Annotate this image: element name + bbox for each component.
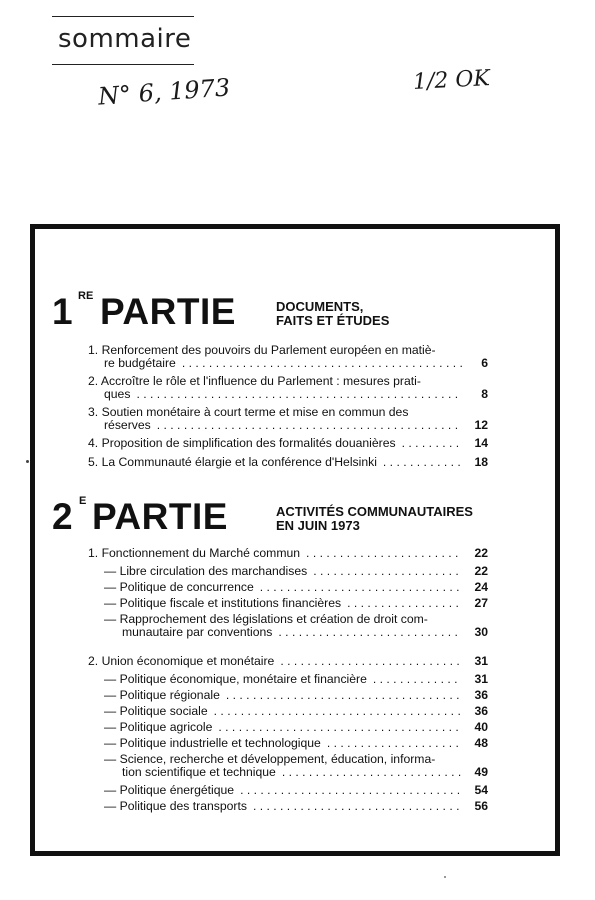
subentry-title: — Politique de concurrence xyxy=(104,580,254,594)
handwritten-note: 1/2 OK xyxy=(412,66,491,95)
entry-number: 4. xyxy=(88,436,99,450)
dot-leader xyxy=(307,565,462,578)
entry-title-cont: re budgétaire xyxy=(104,356,176,370)
section-number: 2. xyxy=(88,654,99,668)
dot-leader xyxy=(300,547,462,560)
entry-page: 8 xyxy=(481,387,488,401)
entry-title: Renforcement des pouvoirs du Parlement européen en matiè- xyxy=(101,343,436,357)
toc-subentry[interactable] xyxy=(104,721,488,734)
subentry-page: 27 xyxy=(474,596,488,610)
dot-leader xyxy=(208,705,462,718)
subentry-title: — Politique industrielle et technologique xyxy=(104,736,321,750)
subentry-page: 36 xyxy=(474,704,488,718)
subentry-title: — Politique sociale xyxy=(104,704,208,718)
entry-title-cont: réserves xyxy=(104,418,151,432)
toc-subentry[interactable] xyxy=(104,689,488,702)
entry-title: Proposition de simplification des formalités douanières xyxy=(101,436,396,450)
toc-subentry[interactable] xyxy=(104,784,488,797)
toc-entry[interactable] xyxy=(88,406,488,432)
toc-subentry[interactable] xyxy=(104,737,488,750)
part2-subtitle-line2: EN JUIN 1973 xyxy=(276,518,360,533)
entry-title: Soutien monétaire à court terme et mise en commun des xyxy=(101,405,409,419)
toc-section[interactable] xyxy=(88,655,488,668)
subentry-page: 40 xyxy=(474,720,488,734)
subentry-page: 48 xyxy=(474,736,488,750)
dot-leader xyxy=(272,626,462,639)
section-title: Union économique et monétaire xyxy=(101,654,275,668)
entry-page: 6 xyxy=(481,356,488,370)
subentry-title: — Politique des transports xyxy=(104,799,247,813)
header-rule-bottom xyxy=(52,64,194,65)
header-rule-top xyxy=(52,16,194,17)
entry-title: La Communauté élargie et la conférence d'Helsinki xyxy=(101,455,377,469)
entry-title: Accroître le rôle et l'influence du Parlement : mesures prati- xyxy=(100,374,421,388)
subentry-title: — Libre circulation des marchandises xyxy=(104,564,308,578)
toc-subentry[interactable] xyxy=(104,705,488,718)
entry-number: 2. xyxy=(88,374,99,388)
subentry-title-cont: munautaire par conventions xyxy=(122,625,273,639)
section-page: 22 xyxy=(474,546,488,560)
entry-page: 14 xyxy=(474,436,488,450)
subentry-title: — Politique agricole xyxy=(104,720,213,734)
toc-subentry[interactable] xyxy=(104,800,488,813)
subentry-page: 36 xyxy=(474,688,488,702)
dot-leader xyxy=(151,419,462,432)
entry-number: 1. xyxy=(88,343,99,357)
subentry-page: 30 xyxy=(474,625,488,639)
dot-leader xyxy=(321,737,462,750)
part1-subtitle xyxy=(276,300,389,328)
toc-subentry[interactable] xyxy=(104,565,488,578)
subentry-page: 24 xyxy=(474,580,488,594)
section-page: 31 xyxy=(474,654,488,668)
section-title: Fonctionnement du Marché commun xyxy=(101,546,301,560)
dot-leader xyxy=(234,784,462,797)
part2-heading xyxy=(52,493,532,535)
part2-number: 2 xyxy=(52,496,73,537)
subentry-title-cont: tion scientifique et technique xyxy=(122,765,276,779)
part1-word: PARTIE xyxy=(100,291,236,332)
entry-page: 18 xyxy=(474,455,488,469)
entry-number: 5. xyxy=(88,455,99,469)
toc-subentry[interactable] xyxy=(104,673,488,686)
part1-suffix: RE xyxy=(78,290,94,302)
subentry-title: — Politique économique, monétaire et financière xyxy=(104,672,367,686)
dot-leader xyxy=(396,437,462,450)
subentry-page: 31 xyxy=(474,672,488,686)
subentry-title: — Rapprochement des législations et création de droit com- xyxy=(104,612,428,626)
toc-subentry[interactable] xyxy=(104,581,488,594)
part2-suffix: E xyxy=(79,495,87,507)
dot-leader xyxy=(274,655,462,668)
subentry-title: — Politique régionale xyxy=(104,688,220,702)
toc-entry[interactable] xyxy=(88,344,488,370)
section-number: 1. xyxy=(88,546,99,560)
handwritten-issue-number: N° 6, 1973 xyxy=(97,73,232,111)
part1-heading xyxy=(52,288,532,330)
dot-leader xyxy=(341,597,462,610)
entry-number: 3. xyxy=(88,405,99,419)
dot-leader xyxy=(367,673,462,686)
subentry-page: 49 xyxy=(474,765,488,779)
part2-subtitle-line1: ACTIVITÉS COMMUNAUTAIRES xyxy=(276,504,473,519)
dot-leader xyxy=(276,766,462,779)
toc-section[interactable] xyxy=(88,547,488,560)
toc-subentry[interactable] xyxy=(104,613,488,639)
subentry-title: — Science, recherche et développement, éducation, informa- xyxy=(104,752,436,766)
dot-leader xyxy=(130,388,462,401)
subentry-page: 56 xyxy=(474,799,488,813)
part2-word: PARTIE xyxy=(92,496,228,537)
toc-entry[interactable] xyxy=(88,456,488,469)
dot-leader xyxy=(212,721,462,734)
subentry-page: 22 xyxy=(474,564,488,578)
dot-leader xyxy=(220,689,462,702)
dot-leader xyxy=(254,581,462,594)
dot-leader xyxy=(247,800,462,813)
dot-leader xyxy=(377,456,462,469)
dot-leader xyxy=(176,357,462,370)
subentry-title: — Politique fiscale et institutions financières xyxy=(104,596,342,610)
toc-entry[interactable] xyxy=(88,437,488,450)
page-title: sommaire xyxy=(58,24,192,54)
entry-page: 12 xyxy=(474,418,488,432)
part1-number: 1 xyxy=(52,291,73,332)
part1-subtitle-line1: DOCUMENTS, xyxy=(276,299,364,314)
entry-title-cont: ques xyxy=(104,387,131,401)
toc-subentry[interactable] xyxy=(104,597,488,610)
subentry-page: 54 xyxy=(474,783,488,797)
part1-subtitle-line2: FAITS ET ÉTUDES xyxy=(276,313,390,328)
scan-speck xyxy=(444,876,446,878)
toc-subentry[interactable] xyxy=(104,753,488,779)
toc-entry[interactable] xyxy=(88,375,488,401)
scan-speck xyxy=(26,460,29,463)
subentry-title: — Politique énergétique xyxy=(104,783,235,797)
part2-subtitle xyxy=(276,505,473,533)
